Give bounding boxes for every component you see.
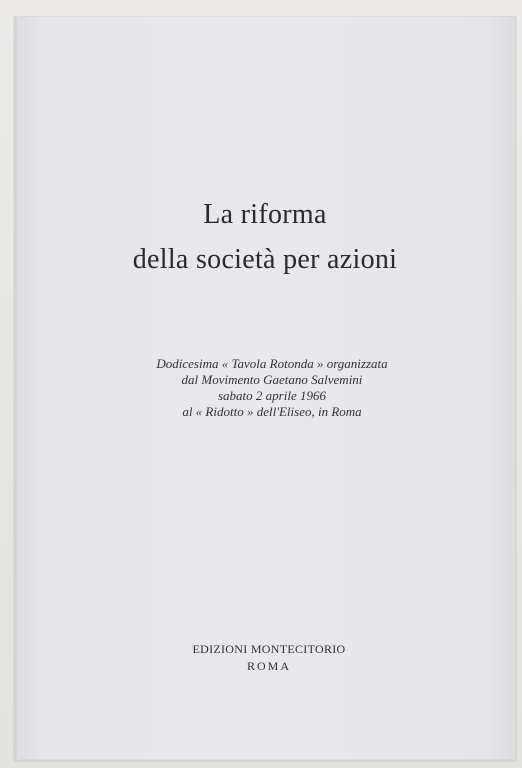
subtitle-line-1: Dodicesima « Tavola Rotonda » organizzata: [156, 356, 388, 371]
book-cover: [14, 16, 516, 760]
subtitle-line-3: sabato 2 aprile 1966: [218, 388, 326, 403]
publisher-name: EDIZIONI MONTECITORIO: [192, 642, 346, 656]
book-title-line-1: La riforma: [203, 199, 327, 230]
book-subtitle: [14, 356, 516, 420]
subtitle-line-2: dal Movimento Gaetano Salvemini: [181, 372, 363, 387]
subtitle-line-4: al « Ridotto » dell'Eliseo, in Roma: [182, 404, 362, 419]
publisher-city: ROMA: [246, 659, 291, 673]
publisher-imprint: [14, 641, 516, 675]
book-title-line-2: della società per azioni: [132, 244, 398, 275]
book-title: [14, 192, 516, 282]
